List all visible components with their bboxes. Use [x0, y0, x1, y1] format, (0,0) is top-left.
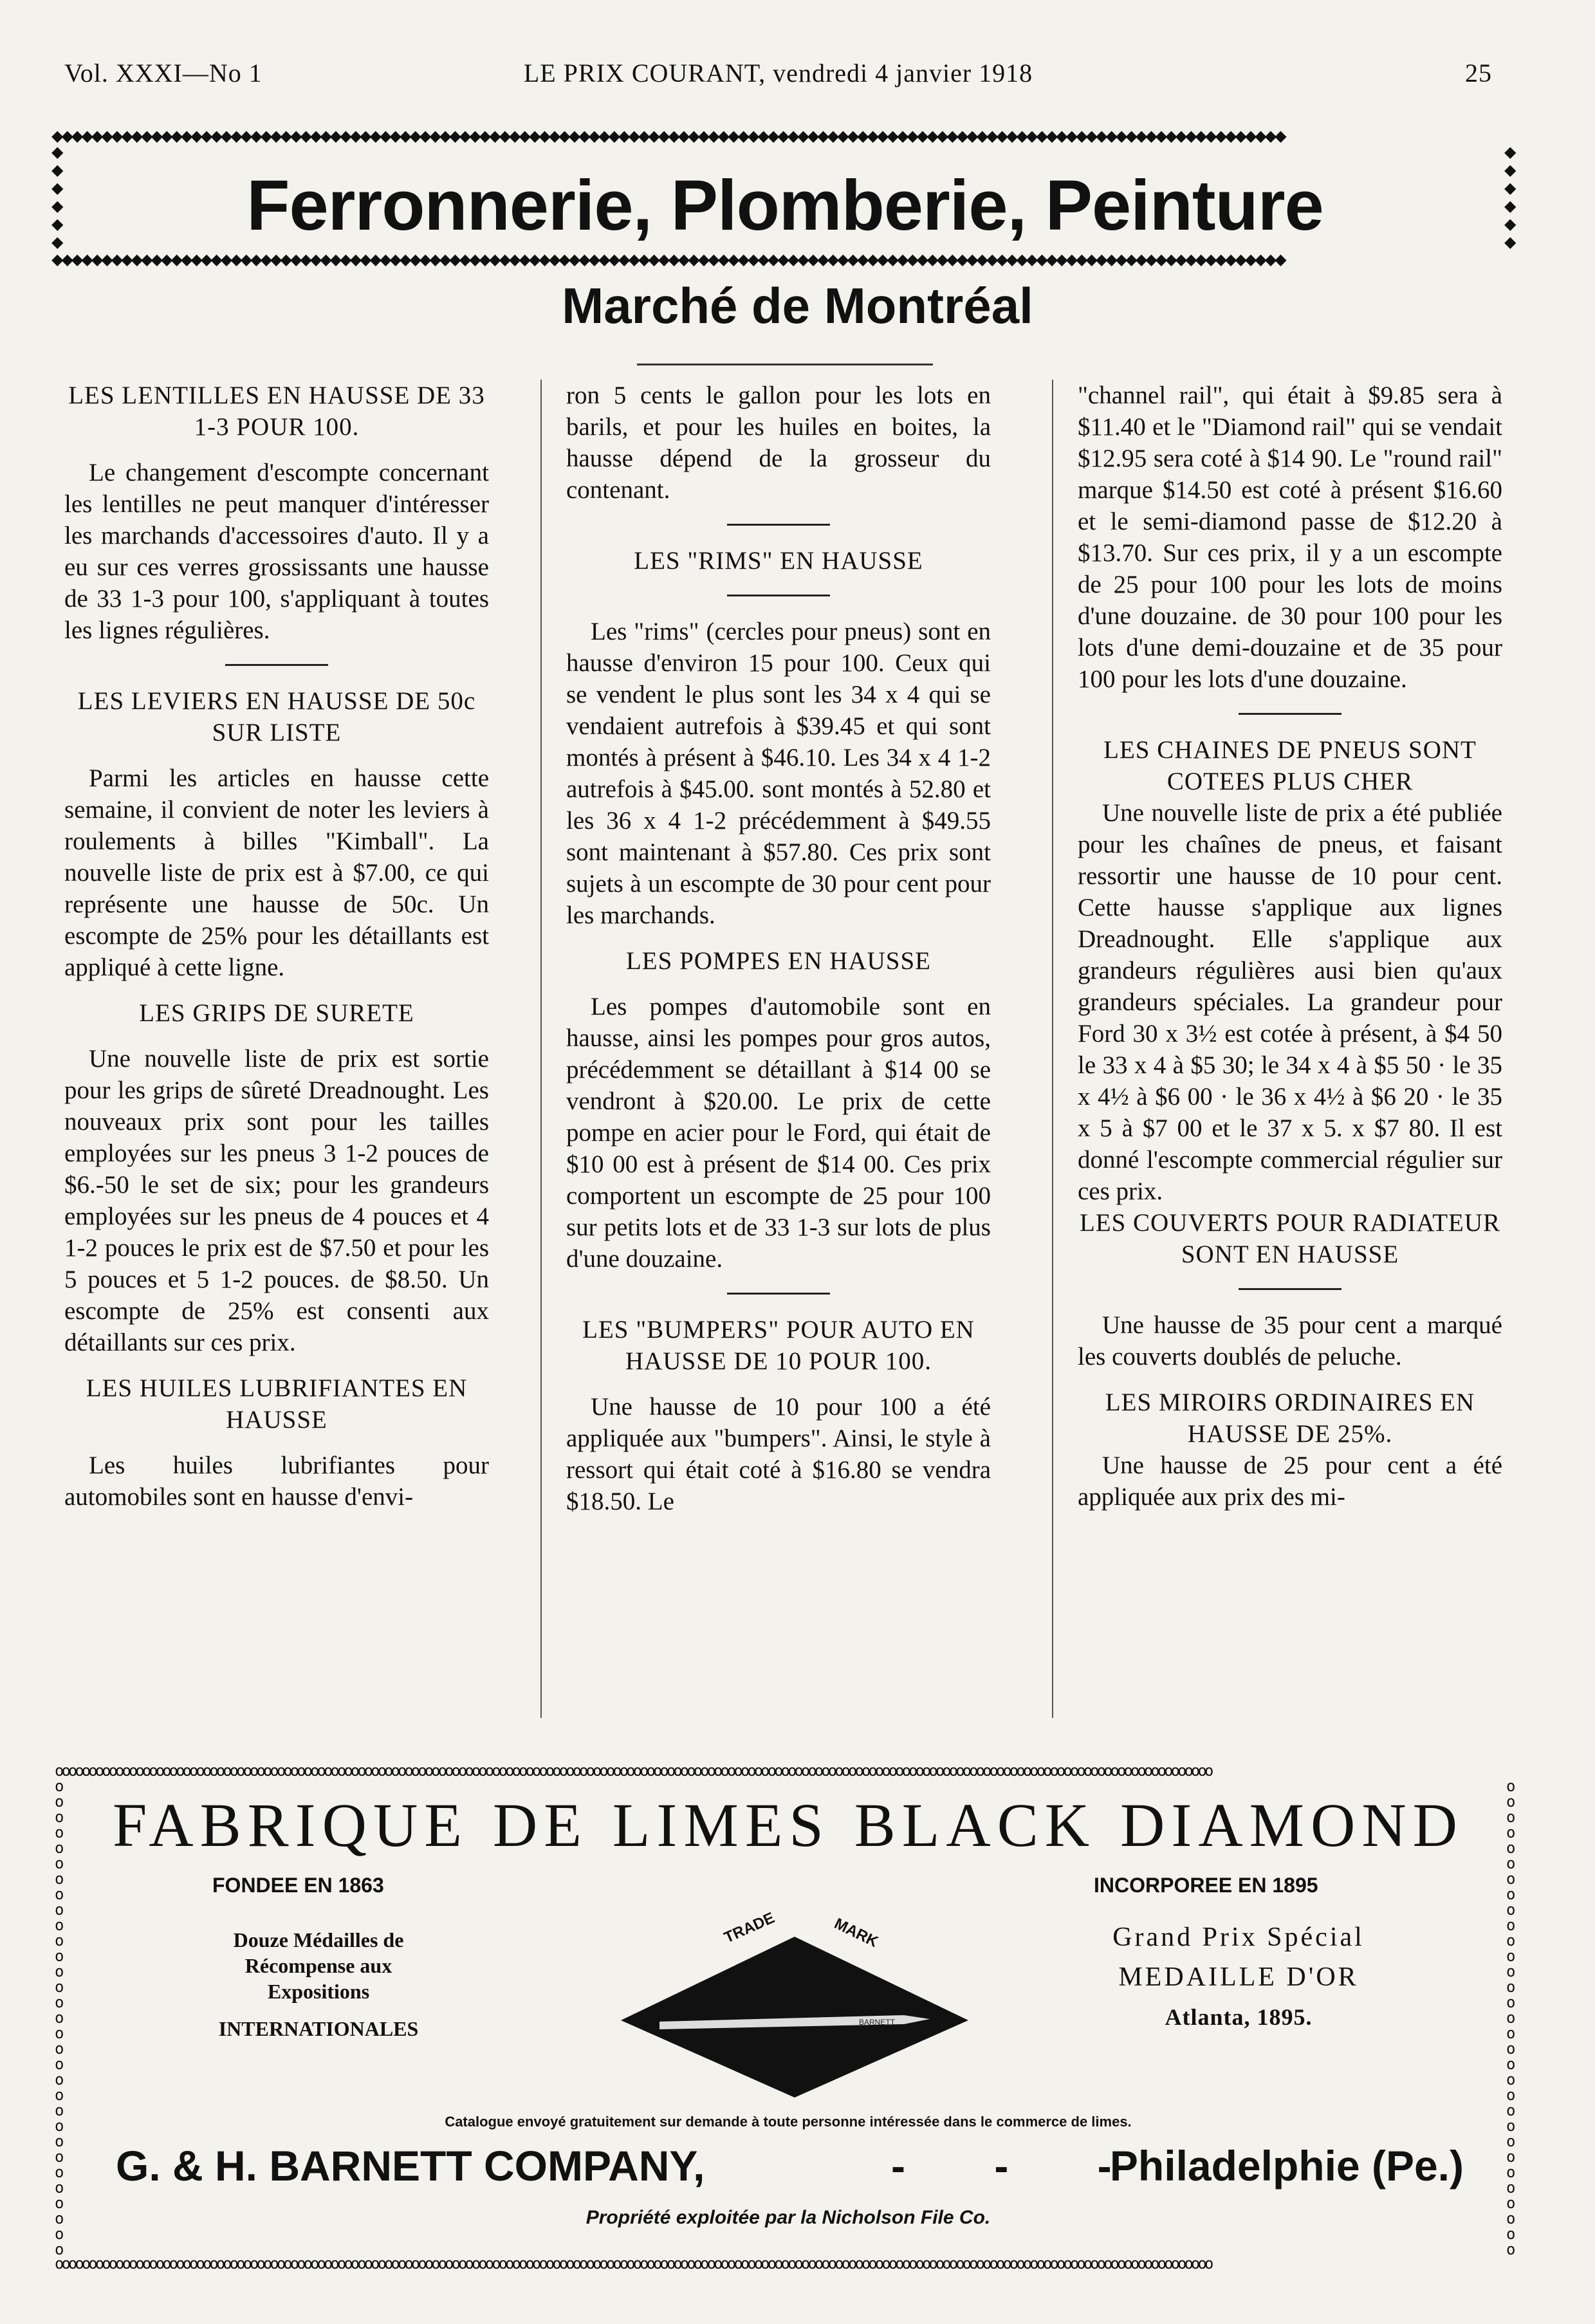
- article-column-2: [566, 380, 991, 1517]
- headline-chaines: LES CHAINES DE PNEUS SONT COTEES PLUS CHER: [1103, 736, 1477, 795]
- article-column-3: [1078, 380, 1502, 1513]
- headline-rims: LES "RIMS" EN HAUSSE: [634, 547, 923, 575]
- article-paragraph: Les pompes d'automobile sont en hausse, ainsi les pompes pour gros autos, précédemment se détaillant à $14 00 se vendront à $20.00. Le prix de cette pompe en acier pour le Ford, qui était de $10 00 est à présent de $14 00. Ces prix comportent un escompte de 25 pour 100 sur petits lots et de 33 1-3 sur lots de plus d'une douzaine.: [566, 993, 991, 1273]
- ad-border-bottom: oooooooooooooooooooooooooooooooooooooooooooooooooooooooooooooooooooooooooooooooooooooooooooooooooooooooooooooooooooooooooooooooooooooooooooooooooooooooooooooooooooooooooooo: [55, 2256, 1212, 2271]
- trade-label: TRADE: [721, 1909, 777, 1947]
- running-header: [64, 58, 1492, 103]
- trademark-logo: [614, 1904, 975, 2098]
- file-stamp: BARNETT: [859, 2018, 896, 2027]
- ad-medals-line: Expositions: [267, 1980, 370, 2003]
- headline-lentilles: LES LENTILLES EN HAUSSE DE 33 1-3 POUR 100.: [68, 382, 485, 441]
- article-column-1: [64, 380, 489, 1513]
- banner-right-ornament: ◆◆◆◆◆◆: [1504, 143, 1517, 251]
- publication-line: LE PRIX COURANT, vendredi 4 janvier 1918: [523, 59, 1033, 88]
- article-divider: [225, 664, 328, 666]
- article-paragraph: Une hausse de 10 pour 100 a été appliquée aux "bumpers". Ainsi, le style à ressort qui était coté à $16.80 se vendra $18.50. Le: [566, 1393, 991, 1515]
- banner-top-ornament: ◆◆◆◆◆◆◆◆◆◆◆◆◆◆◆◆◆◆◆◆◆◆◆◆◆◆◆◆◆◆◆◆◆◆◆◆◆◆◆◆◆◆◆◆◆◆◆◆◆◆◆◆◆◆◆◆◆◆◆◆◆◆◆◆◆◆◆◆◆◆◆◆◆◆◆◆◆◆◆◆◆◆◆◆◆◆◆◆◆◆◆◆◆◆◆◆◆◆◆◆◆◆◆◆◆◆◆◆◆◆◆◆◆◆◆◆◆◆◆◆◆◆◆◆: [51, 129, 1285, 143]
- section-banner: [51, 143, 1518, 251]
- ad-gp-line: Atlanta, 1895.: [1165, 2004, 1313, 2030]
- ad-city: Philadelphie (Pe.): [1109, 2142, 1464, 2190]
- article-divider: [727, 595, 830, 596]
- advertisement-black-diamond: [55, 1763, 1522, 2271]
- article-paragraph: Les "rims" (cercles pour pneus) sont en hausse d'environ 15 pour 100. Ceux qui se vendent le plus sont les 34 x 4 qui se vendaient autrefois à $39.45 et qui sont montés à présent à $46.10. Les 34 x 4 1-2 autrefois à $45.00. sont montés à 52.80 et les 36 x 4 1-2 précédemment à $49.55 sont maintenant à $57.80. Ces prix sont sujets à un escompte de 30 pour cent pour les marchands.: [566, 618, 991, 929]
- ad-title: FABRIQUE DE LIMES BLACK DIAMOND: [113, 1791, 1464, 1859]
- column-divider: [540, 380, 542, 1718]
- headline-huiles: LES HUILES LUBRIFIANTES EN HAUSSE: [86, 1374, 468, 1434]
- article-paragraph: Une nouvelle liste de prix a été publiée pour les chaînes de pneus, et faisant ressortir une hausse de 10 pour cent. Cette hausse s'applique aux lignes Dreadnought. Elle s'applique aux grandeurs régulières ausi bien qu'aux grandeurs spéciales. La grandeur pour Ford 30 x 3½ est cotée à présent, à $4 50 le 33 x 4 à $5 30; le 34 x 4 à $5 50 · le 35 x 4½ à $6 00 · le 36 x 4½ à $6 20 · le 35 x 5 à $7 00 et le 37 x 5. x $7 80. Il est donné l'escompte commercial régulier sur ces prix.: [1078, 799, 1502, 1205]
- volume-number: Vol. XXXI—No 1: [64, 59, 263, 88]
- ad-incorporated: INCORPOREE EN 1895: [1094, 1874, 1318, 1897]
- banner-title: Ferronnerie, Plomberie, Peinture: [246, 166, 1323, 245]
- article-paragraph: Parmi les articles en hausse cette semaine, il convient de noter les leviers à roulements à billes "Kimball". La nouvelle liste de prix est à $7.00, ce qui représente une hausse de 50c. Un escompte de 25% pour les détaillants est appliqué à cette ligne.: [64, 764, 489, 981]
- ad-border-right: ooooooooooooooooooooooooooooooo: [1506, 1778, 1516, 2256]
- ad-medals-line: Récompense aux: [244, 1954, 392, 1977]
- headline-leviers: LES LEVIERS EN HAUSSE DE 50c SUR LISTE: [77, 687, 476, 746]
- ad-border-left: ooooooooooooooooooooooooooooooo: [55, 1778, 64, 2256]
- banner-left-ornament: ◆◆◆◆◆◆: [51, 143, 64, 251]
- ad-border-top: oooooooooooooooooooooooooooooooooooooooooooooooooooooooooooooooooooooooooooooooooooooooooooooooooooooooooooooooooooooooooooooooooooooooooooooooooooooooooooooooooooooooooooo: [55, 1763, 1212, 1778]
- ad-medals-line: INTERNATIONALES: [218, 2017, 419, 2040]
- ad-catalogue-note: Catalogue envoyé gratuitement sur demande à toute personne intéressée dans le commerce de limes.: [445, 2114, 1132, 2130]
- ad-owner: Propriété exploitée par la Nicholson File Co.: [585, 2207, 991, 2228]
- article-divider: [1239, 713, 1341, 715]
- ad-founded: FONDEE EN 1863: [212, 1874, 384, 1897]
- article-divider: [727, 524, 830, 526]
- ad-gp-line: Grand Prix Spécial: [1112, 1923, 1365, 1952]
- headline-couverts: LES COUVERTS POUR RADIATEUR SONT EN HAUSSE: [1079, 1209, 1501, 1268]
- article-paragraph: ron 5 cents le gallon pour les lots en barils, et pour les huiles en boites, la hausse dépend de la grosseur du contenant.: [566, 382, 991, 504]
- article-paragraph: Une hausse de 25 pour cent a été appliquée aux prix des mi-: [1078, 1452, 1502, 1511]
- ad-medals-line: Douze Médailles de: [233, 1928, 404, 1951]
- headline-grips: LES GRIPS DE SURETE: [139, 999, 414, 1027]
- article-paragraph: "channel rail", qui était à $9.85 sera à $11.40 et le "Diamond rail" qui se vendait $12.95 sera coté à $14 90. Le "round rail" marque $14.50 est coté à présent $16.60 et le semi-diamond passe de $12.20 à $13.70. Sur ces prix, il y a un escompte de 25 pour 100 pour les lots de moins d'une douzaine. de 30 pour 100 pour les lots d'une demi-douzaine et de 35 pour 100 pour les lots d'une douzaine.: [1078, 382, 1502, 693]
- column-divider: [1052, 380, 1053, 1718]
- ad-medals: [203, 1927, 434, 2042]
- article-paragraph: Une hausse de 35 pour cent a marqué les couverts doublés de peluche.: [1078, 1311, 1502, 1370]
- article-paragraph: Une nouvelle liste de prix est sortie pour les grips de sûreté Dreadnought. Les nouveaux prix sont pour les tailles employées sur les pneus 3 1-2 pouces de $6.-50 le set de six; pour les grandeurs employées sur les pneus de 4 pouces et 4 1-2 pouces le prix est de $7.50 et pour les 5 pouces et 5 1-2 pouces. de $8.50. Un escompte de 25% est consenti aux détaillants sur ces prix.: [64, 1045, 489, 1356]
- section-subtitle: Marché de Montréal: [562, 277, 1033, 334]
- headline-bumpers: LES "BUMPERS" POUR AUTO EN HAUSSE DE 10 POUR 100.: [582, 1316, 975, 1375]
- banner-bottom-ornament: ◆◆◆◆◆◆◆◆◆◆◆◆◆◆◆◆◆◆◆◆◆◆◆◆◆◆◆◆◆◆◆◆◆◆◆◆◆◆◆◆◆◆◆◆◆◆◆◆◆◆◆◆◆◆◆◆◆◆◆◆◆◆◆◆◆◆◆◆◆◆◆◆◆◆◆◆◆◆◆◆◆◆◆◆◆◆◆◆◆◆◆◆◆◆◆◆◆◆◆◆◆◆◆◆◆◆◆◆◆◆◆◆◆◆◆◆◆◆◆◆◆◆◆◆: [51, 252, 1285, 266]
- subtitle-rule: [637, 364, 933, 365]
- ad-gp-line: MEDAILLE D'OR: [1118, 1962, 1359, 1992]
- headline-pompes: LES POMPES EN HAUSSE: [625, 947, 931, 975]
- ad-company: G. & H. BARNETT COMPANY,: [116, 2142, 705, 2190]
- headline-miroirs: LES MIROIRS ORDINAIRES EN HAUSSE DE 25%.: [1105, 1388, 1475, 1448]
- article-paragraph: Les huiles lubrifiantes pour automobiles sont en hausse d'envi-: [64, 1452, 489, 1511]
- ad-dashes: - - -: [891, 2142, 1150, 2190]
- article-paragraph: Le changement d'escompte concernant les lentilles ne peut manquer d'intéresser les marchands d'accessoires d'auto. Il y a eu sur ces verres grossissants une hausse de 33 1-3 pour 100, s'appliquant à toutes les lignes régulières.: [64, 459, 489, 644]
- ad-grand-prix: [1058, 1917, 1419, 2037]
- mark-label: MARK: [831, 1915, 881, 1951]
- article-divider: [1239, 1288, 1341, 1290]
- article-divider: [727, 1293, 830, 1295]
- page-number: 25: [1465, 59, 1492, 88]
